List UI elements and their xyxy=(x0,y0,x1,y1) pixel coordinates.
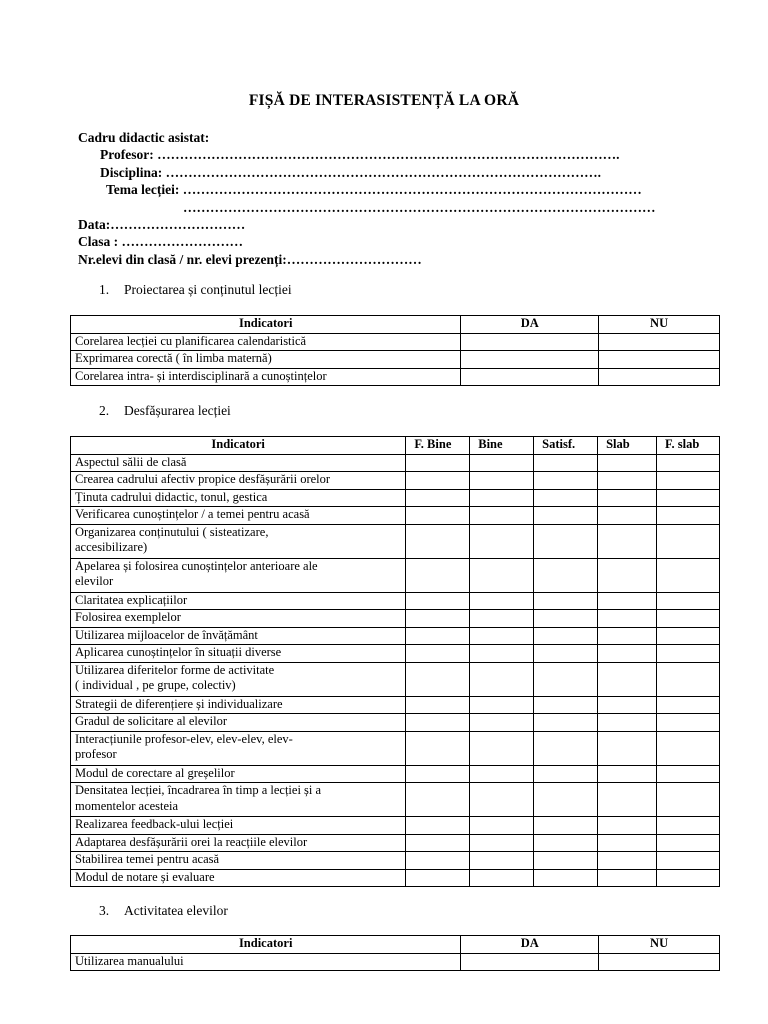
col-header: Bine xyxy=(470,437,534,455)
indicator-line: Aspectul sălii de clasă xyxy=(75,454,187,469)
rating-cell[interactable] xyxy=(657,472,720,490)
table-row xyxy=(71,472,720,490)
col-header: Satisf. xyxy=(534,437,598,455)
clasa-field: Clasa : ……………………… xyxy=(78,234,243,250)
rating-cell[interactable] xyxy=(598,454,657,472)
indicator-cell: Corelarea intra- și interdisciplinară a cunoștințelor xyxy=(71,368,461,386)
rating-cell[interactable] xyxy=(470,817,534,835)
indicator-cell xyxy=(71,714,406,732)
answer-cell[interactable] xyxy=(461,333,599,351)
rating-cell[interactable] xyxy=(598,714,657,732)
table-row xyxy=(71,953,720,971)
rating-cell[interactable] xyxy=(470,627,534,645)
rating-cell[interactable] xyxy=(406,662,470,696)
rating-cell[interactable] xyxy=(598,765,657,783)
table-header-row xyxy=(71,316,720,334)
indicator-line: Interacțiunile profesor-elev, elev-elev, elev- xyxy=(75,731,293,746)
disciplina-field: Disciplina: ……………………………………………………………………………………. xyxy=(100,164,602,180)
answer-cell[interactable] xyxy=(461,953,599,971)
indicator-line: Stabilirea temei pentru acasă xyxy=(75,852,220,866)
rating-cell[interactable] xyxy=(534,696,598,714)
indicator-line: profesor xyxy=(75,747,117,761)
rating-cell[interactable] xyxy=(406,817,470,835)
profesor-field: Profesor: …………………………………………………………………………………………. xyxy=(100,147,620,163)
rating-cell[interactable] xyxy=(598,869,657,887)
rating-cell[interactable] xyxy=(534,627,598,645)
rating-cell[interactable] xyxy=(598,627,657,645)
rating-cell[interactable] xyxy=(657,592,720,610)
rating-cell[interactable] xyxy=(406,610,470,628)
table-row xyxy=(71,610,720,628)
indicator-line: Gradul de solicitare al elevilor xyxy=(75,714,228,728)
rating-cell[interactable] xyxy=(406,524,470,558)
table-row xyxy=(71,714,720,732)
indicator-cell xyxy=(71,852,406,870)
indicator-line: Aplicarea cunoștințelor în situații diverse xyxy=(75,645,282,659)
rating-cell[interactable] xyxy=(406,472,470,490)
indicator-cell: Corelarea lecției cu planificarea calendaristică xyxy=(71,333,461,351)
table-row xyxy=(71,558,720,592)
section-3-heading: 3. Activitatea elevilor xyxy=(99,903,228,918)
indicator-line: Crearea cadrului afectiv propice desfășurării orelor xyxy=(75,472,331,486)
rating-cell[interactable] xyxy=(406,489,470,507)
rating-cell[interactable] xyxy=(470,507,534,525)
rating-cell[interactable] xyxy=(470,592,534,610)
rating-cell[interactable] xyxy=(470,489,534,507)
table-header-row xyxy=(71,936,720,954)
indicator-line: Utilizarea mijloacelor de învățământ xyxy=(75,627,258,642)
table-row xyxy=(71,368,720,386)
table-header-row xyxy=(71,437,720,455)
indicator-line: Modul de notare și evaluare xyxy=(75,869,215,884)
rating-cell[interactable] xyxy=(657,454,720,472)
col-header: Indicatori xyxy=(71,936,461,954)
table-row xyxy=(71,731,720,765)
rating-cell[interactable] xyxy=(534,852,598,870)
indicator-line: Densitatea lecției, încadrarea în timp a lecției și a xyxy=(75,783,322,797)
rating-cell[interactable] xyxy=(406,592,470,610)
rating-cell[interactable] xyxy=(470,834,534,852)
rating-cell[interactable] xyxy=(406,783,470,817)
rating-cell[interactable] xyxy=(534,558,598,592)
indicator-line: momentelor acesteia xyxy=(75,798,179,813)
rating-cell[interactable] xyxy=(406,714,470,732)
section-2-table xyxy=(70,436,720,887)
table-row xyxy=(71,696,720,714)
col-header: Indicatori xyxy=(71,437,406,455)
indicator-cell xyxy=(71,454,406,472)
indicator-cell xyxy=(71,731,406,765)
answer-cell[interactable] xyxy=(599,351,720,369)
section-3-table xyxy=(70,935,720,971)
rating-cell[interactable] xyxy=(657,645,720,663)
rating-cell[interactable] xyxy=(657,765,720,783)
rating-cell[interactable] xyxy=(598,834,657,852)
indicator-cell xyxy=(71,817,406,835)
indicator-cell xyxy=(71,558,406,592)
rating-cell[interactable] xyxy=(598,558,657,592)
table-row xyxy=(71,489,720,507)
rating-cell[interactable] xyxy=(470,714,534,732)
rating-cell[interactable] xyxy=(534,472,598,490)
document-title: FIȘĂ DE INTERASISTENȚĂ LA ORĂ xyxy=(248,92,520,109)
rating-cell[interactable] xyxy=(657,627,720,645)
rating-cell[interactable] xyxy=(657,869,720,887)
indicator-line: Folosirea exemplelor xyxy=(75,610,181,624)
indicator-cell xyxy=(71,662,406,696)
rating-cell[interactable] xyxy=(406,696,470,714)
table-row xyxy=(71,454,720,472)
rating-cell[interactable] xyxy=(406,731,470,765)
rating-cell[interactable] xyxy=(470,645,534,663)
col-header: Slab xyxy=(598,437,657,455)
rating-cell[interactable] xyxy=(470,765,534,783)
rating-cell[interactable] xyxy=(598,731,657,765)
rating-cell[interactable] xyxy=(470,610,534,628)
rating-cell[interactable] xyxy=(534,731,598,765)
answer-cell[interactable] xyxy=(461,351,599,369)
rating-cell[interactable] xyxy=(657,834,720,852)
indicator-line: elevilor xyxy=(75,574,114,588)
indicator-cell xyxy=(71,645,406,663)
indicator-line: accesibilizare) xyxy=(75,540,148,554)
indicator-cell xyxy=(71,783,406,817)
rating-cell[interactable] xyxy=(598,852,657,870)
header-block xyxy=(78,129,656,268)
rating-cell[interactable] xyxy=(598,696,657,714)
table-row xyxy=(71,627,720,645)
rating-cell[interactable] xyxy=(534,610,598,628)
rating-cell[interactable] xyxy=(598,472,657,490)
rating-cell[interactable] xyxy=(470,558,534,592)
cadru-label: Cadru didactic asistat: xyxy=(78,130,210,145)
rating-cell[interactable] xyxy=(657,524,720,558)
rating-cell[interactable] xyxy=(534,524,598,558)
table-row xyxy=(71,817,720,835)
col-header: NU xyxy=(599,936,720,954)
rating-cell[interactable] xyxy=(598,507,657,525)
indicator-line: ( individual , pe grupe, colectiv) xyxy=(75,678,236,692)
rating-cell[interactable] xyxy=(534,817,598,835)
col-header: F. Bine xyxy=(406,437,470,455)
table-row xyxy=(71,834,720,852)
indicator-cell xyxy=(71,524,406,558)
answer-cell[interactable] xyxy=(599,333,720,351)
rating-cell[interactable] xyxy=(470,869,534,887)
rating-cell[interactable] xyxy=(657,696,720,714)
indicator-line: Ținuta cadrului didactic, tonul, gestica xyxy=(75,489,268,504)
rating-cell[interactable] xyxy=(657,507,720,525)
table-row xyxy=(71,351,720,369)
indicator-cell xyxy=(71,869,406,887)
rating-cell[interactable] xyxy=(406,852,470,870)
indicator-cell xyxy=(71,610,406,628)
rating-cell[interactable] xyxy=(657,714,720,732)
rating-cell[interactable] xyxy=(598,524,657,558)
table-row xyxy=(71,507,720,525)
rating-cell[interactable] xyxy=(598,783,657,817)
table-row xyxy=(71,645,720,663)
rating-cell[interactable] xyxy=(406,765,470,783)
rating-cell[interactable] xyxy=(657,783,720,817)
indicator-cell xyxy=(71,696,406,714)
indicator-cell: Exprimarea corectă ( în limba maternă) xyxy=(71,351,461,369)
indicator-cell: Utilizarea manualului xyxy=(71,953,461,971)
rating-cell[interactable] xyxy=(534,645,598,663)
rating-cell[interactable] xyxy=(657,852,720,870)
rating-cell[interactable] xyxy=(657,817,720,835)
table-row xyxy=(71,592,720,610)
rating-cell[interactable] xyxy=(406,507,470,525)
tema-field: Tema lecției: ………………………………………………………………………………………… xyxy=(106,182,642,198)
col-header: DA xyxy=(461,936,599,954)
rating-cell[interactable] xyxy=(470,524,534,558)
rating-cell[interactable] xyxy=(406,558,470,592)
rating-cell[interactable] xyxy=(657,558,720,592)
rating-cell[interactable] xyxy=(470,696,534,714)
section-1-table xyxy=(70,315,720,386)
section-2-heading: 2. Desfășurarea lecției xyxy=(99,403,231,418)
rating-cell[interactable] xyxy=(657,731,720,765)
rating-cell[interactable] xyxy=(657,662,720,696)
answer-cell[interactable] xyxy=(599,368,720,386)
table-row xyxy=(71,662,720,696)
rating-cell[interactable] xyxy=(470,472,534,490)
col-header: Indicatori xyxy=(71,316,461,334)
indicator-cell xyxy=(71,765,406,783)
indicator-cell xyxy=(71,472,406,490)
indicator-line: Verificarea cunoștințelor / a temei pentru acasă xyxy=(75,507,310,521)
indicator-line: Apelarea și folosirea cunoștințelor anterioare ale xyxy=(75,558,318,573)
indicator-cell xyxy=(71,507,406,525)
rating-cell[interactable] xyxy=(406,627,470,645)
rating-cell[interactable] xyxy=(598,662,657,696)
col-header: NU xyxy=(599,316,720,334)
indicator-line: Realizarea feedback-ului lecției xyxy=(75,817,234,831)
rating-cell[interactable] xyxy=(534,592,598,610)
rating-cell[interactable] xyxy=(534,454,598,472)
indicator-line: Modul de corectare al greșelilor xyxy=(75,765,235,780)
rating-cell[interactable] xyxy=(534,834,598,852)
rating-cell[interactable] xyxy=(598,817,657,835)
data-field: Data:………………………… xyxy=(78,217,246,233)
elevi-field: Nr.elevi din clasă / nr. elevi prezenți:………………………… xyxy=(78,251,422,267)
rating-cell[interactable] xyxy=(598,610,657,628)
indicator-line: Utilizarea diferitelor forme de activitate xyxy=(75,662,275,677)
table-row xyxy=(71,333,720,351)
rating-cell[interactable] xyxy=(598,592,657,610)
rating-cell[interactable] xyxy=(470,783,534,817)
indicator-cell xyxy=(71,834,406,852)
rating-cell[interactable] xyxy=(534,714,598,732)
rating-cell[interactable] xyxy=(534,765,598,783)
indicator-cell xyxy=(71,489,406,507)
rating-cell[interactable] xyxy=(534,662,598,696)
rating-cell[interactable] xyxy=(657,610,720,628)
tema-continuation: …………………………………………………………………………………………… xyxy=(183,199,656,215)
rating-cell[interactable] xyxy=(598,489,657,507)
rating-cell[interactable] xyxy=(657,489,720,507)
table-row xyxy=(71,524,720,558)
rating-cell[interactable] xyxy=(470,852,534,870)
table-row xyxy=(71,783,720,817)
answer-cell[interactable] xyxy=(461,368,599,386)
rating-cell[interactable] xyxy=(534,489,598,507)
col-header: DA xyxy=(461,316,599,334)
rating-cell[interactable] xyxy=(406,834,470,852)
indicator-line: Organizarea conținutului ( sisteatizare, xyxy=(75,524,269,539)
table-row xyxy=(71,869,720,887)
table-row xyxy=(71,852,720,870)
rating-cell[interactable] xyxy=(406,869,470,887)
rating-cell[interactable] xyxy=(470,731,534,765)
answer-cell[interactable] xyxy=(599,953,720,971)
indicator-line: Strategii de diferențiere și individualizare xyxy=(75,696,283,711)
indicator-cell xyxy=(71,592,406,610)
indicator-line: Adaptarea desfășurării orei la reacțiile elevilor xyxy=(75,834,308,849)
table-row xyxy=(71,765,720,783)
section-1-heading: 1. Proiectarea și conținutul lecției xyxy=(99,282,292,297)
rating-cell[interactable] xyxy=(470,454,534,472)
rating-cell[interactable] xyxy=(598,645,657,663)
rating-cell[interactable] xyxy=(470,662,534,696)
indicator-line: Claritatea explicațiilor xyxy=(75,592,188,607)
indicator-cell xyxy=(71,627,406,645)
rating-cell[interactable] xyxy=(534,783,598,817)
col-header: F. slab xyxy=(657,437,720,455)
rating-cell[interactable] xyxy=(534,869,598,887)
rating-cell[interactable] xyxy=(534,507,598,525)
rating-cell[interactable] xyxy=(406,645,470,663)
rating-cell[interactable] xyxy=(406,454,470,472)
